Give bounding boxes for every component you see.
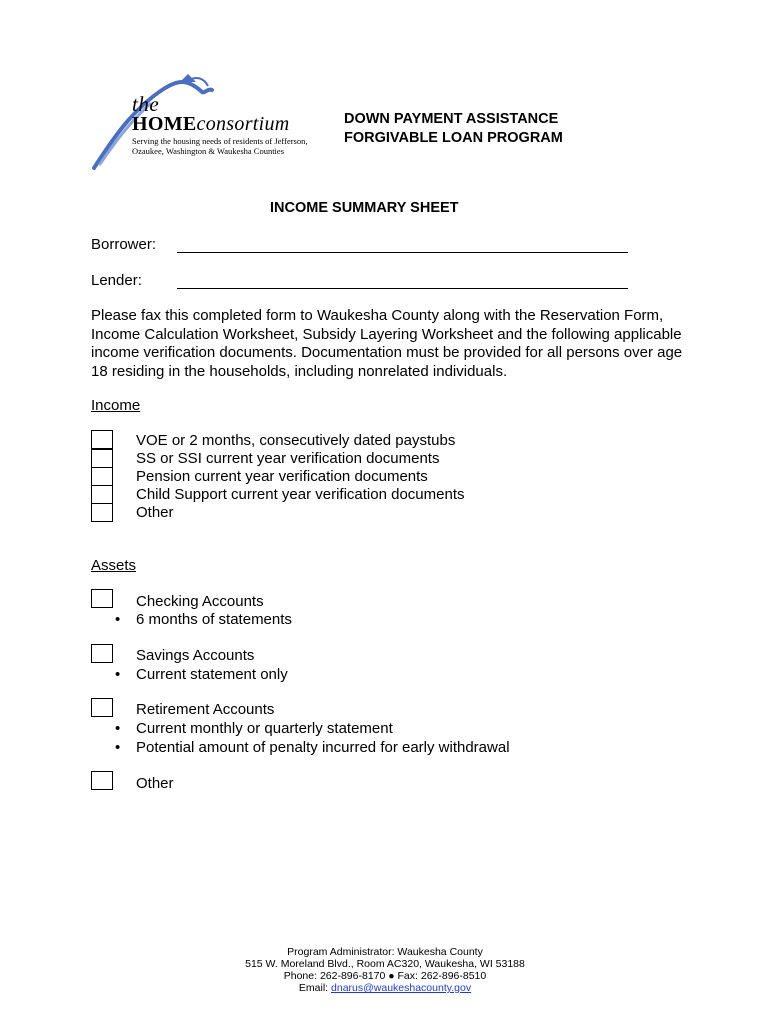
income-checkbox-voe[interactable] [91, 430, 113, 449]
income-checkbox-pension[interactable] [91, 467, 113, 486]
lender-label: Lender: [91, 272, 142, 289]
footer-email: Email: dnarus@waukeshacounty.gov [298, 982, 472, 994]
income-item: Other [136, 504, 174, 521]
asset-group-label: Checking Accounts [136, 593, 264, 610]
income-heading: Income [91, 397, 141, 414]
logo-the-text: the [132, 92, 160, 116]
bullet-icon: • [115, 720, 121, 737]
lender-field[interactable] [177, 288, 628, 289]
income-item: VOE or 2 months, consecutively dated paystubs [136, 432, 456, 449]
income-item: Child Support current year verification documents [136, 486, 465, 503]
income-checkbox-ss[interactable] [91, 449, 113, 468]
asset-group-label: Other [136, 775, 174, 792]
income-item: SS or SSI current year verification documents [136, 450, 440, 467]
income-item: Pension current year verification documents [136, 468, 428, 485]
borrower-label: Borrower: [91, 236, 157, 253]
asset-bullet-text: Current monthly or quarterly statement [136, 720, 393, 737]
income-checkbox-child-support[interactable] [91, 485, 113, 504]
asset-bullet-text: Current statement only [136, 666, 288, 683]
income-checkbox-other[interactable] [91, 503, 113, 522]
assets-checkbox-checking[interactable] [91, 589, 113, 608]
assets-checkbox-savings[interactable] [91, 644, 113, 663]
bullet-icon: • [115, 739, 121, 756]
program-title: DOWN PAYMENT ASSISTANCE FORGIVABLE LOAN PROGRAM [344, 111, 563, 146]
asset-bullet-text: 6 months of statements [136, 611, 292, 628]
footer-administrator: Program Administrator: Waukesha County [287, 946, 483, 958]
logo-home-text: HOMEconsortium [132, 113, 290, 135]
asset-group-label: Savings Accounts [136, 647, 255, 664]
bullet-icon: • [115, 611, 121, 628]
logo-tagline: Serving the housing needs of residents of Jefferson, Ozaukee, Washington & Waukesha Counties [132, 136, 308, 156]
asset-group-label: Retirement Accounts [136, 701, 275, 718]
footer-contact [0, 946, 770, 994]
footer-phone-fax: Phone: 262-896-8170 ● Fax: 262-896-8510 [283, 970, 487, 982]
footer-address: 515 W. Moreland Blvd., Room AC320, Waukesha, WI 53188 [245, 958, 525, 970]
borrower-field[interactable] [177, 252, 628, 253]
instructions-paragraph: Please fax this completed form to Waukesha County along with the Reservation Form, Income Calculation Worksheet, Subsidy Layering Worksheet and the following applicable income verification documents. Documentation must be provided for all persons over age 18 residing in the households, including nonrelated individuals. [91, 307, 683, 380]
bullet-icon: • [115, 666, 121, 683]
asset-bullet-text: Potential amount of penalty incurred for early withdrawal [136, 739, 510, 756]
email-link[interactable]: dnarus@waukeshacounty.gov [331, 982, 472, 994]
home-consortium-logo [92, 70, 308, 170]
assets-checkbox-other[interactable] [91, 771, 113, 790]
assets-heading: Assets [91, 557, 137, 574]
assets-checkbox-retirement[interactable] [91, 698, 113, 717]
sheet-title: INCOME SUMMARY SHEET [270, 200, 459, 216]
